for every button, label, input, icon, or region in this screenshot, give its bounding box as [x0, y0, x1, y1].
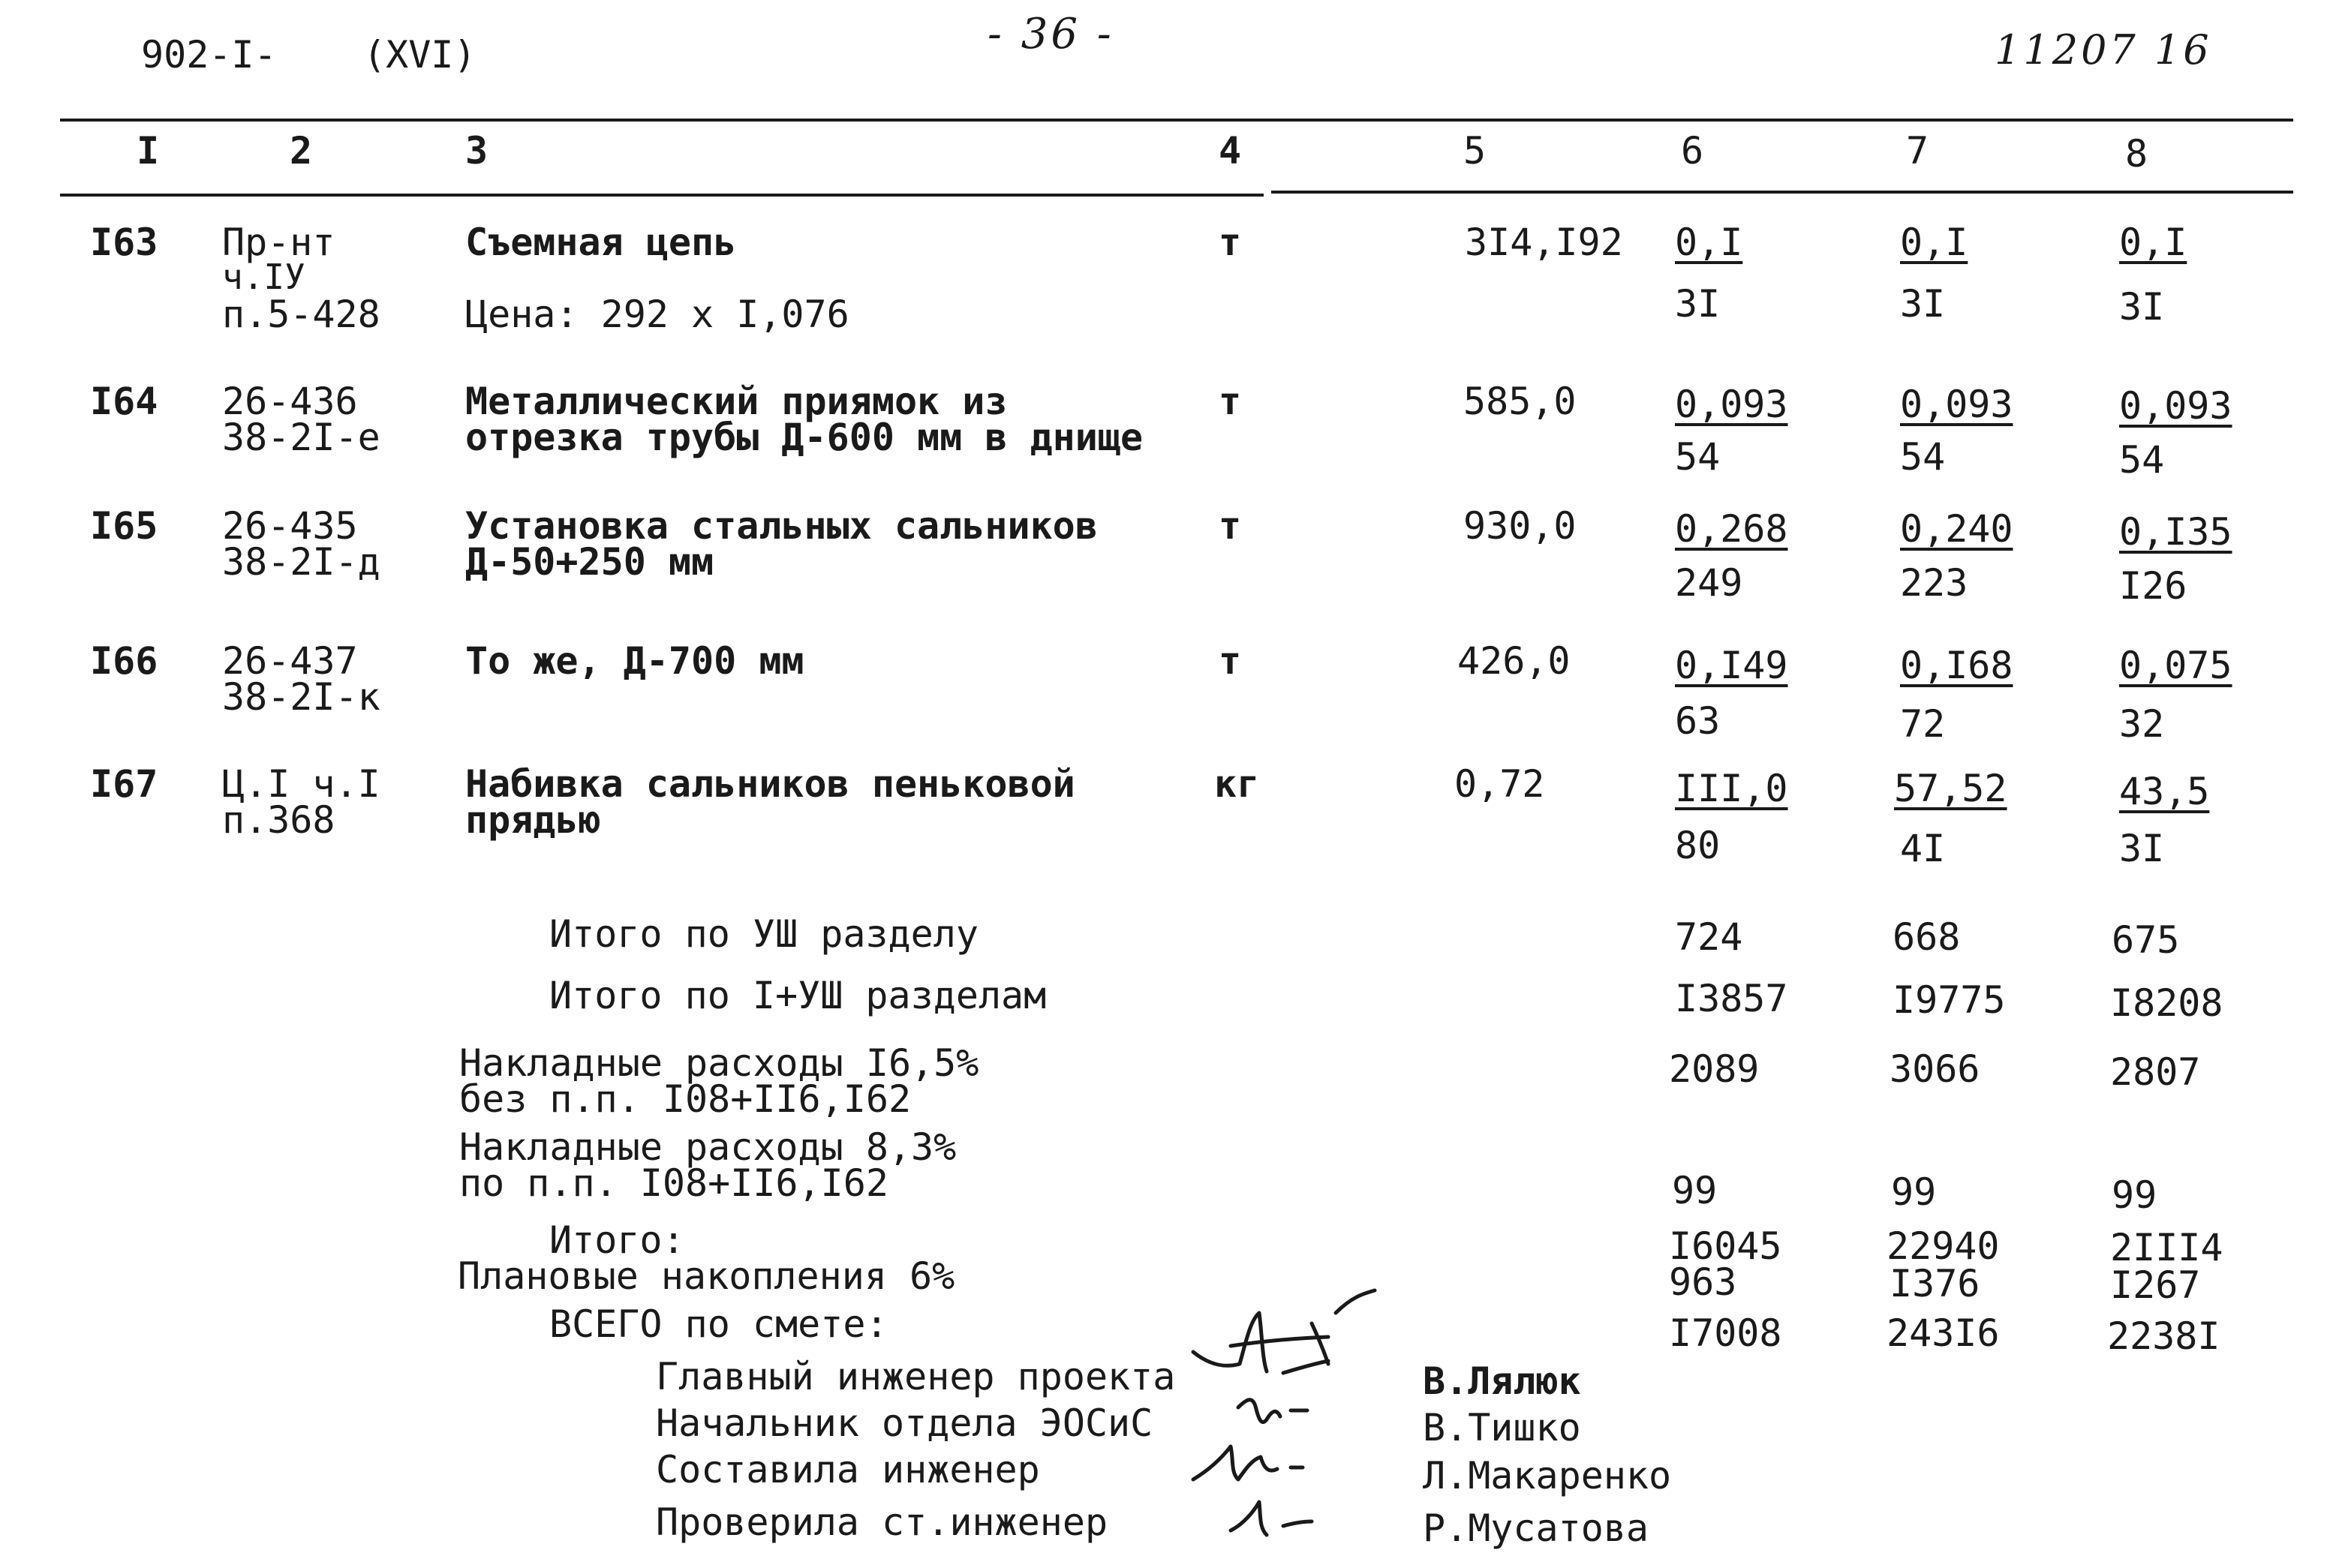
row-unit: т: [1219, 221, 1242, 264]
row-unit: т: [1219, 639, 1242, 683]
row-name: То же, Д-700 мм: [465, 639, 804, 683]
total-value-7: 668: [1893, 915, 1961, 959]
row-norm-8: 0,I35: [2119, 510, 2232, 554]
row-norm-8: 43,5: [2119, 770, 2210, 813]
total-label: Итого по УШ разделу: [549, 912, 979, 956]
total-value-7: 243I6: [1887, 1311, 2000, 1355]
row-cost-8: 54: [2119, 438, 2165, 482]
total-value-8: 2III4: [2110, 1226, 2223, 1269]
row-norm-6: 0,093: [1675, 383, 1788, 426]
total-label: Итого:: [549, 1218, 685, 1262]
row-name: Цена: 292 х I,076: [465, 293, 849, 336]
column-header-6: 6: [1681, 129, 1704, 173]
row-cost-8: 32: [2119, 702, 2165, 746]
total-label: по п.п. I08+II6,I62: [459, 1161, 888, 1205]
signature-name: В.Тишко: [1423, 1406, 1581, 1449]
row-cost-8: 3I: [2119, 285, 2165, 329]
row-cost-6: 63: [1675, 699, 1721, 743]
row-name: Съемная цепь: [465, 221, 737, 264]
row-name: прядью: [465, 798, 601, 842]
row-norm-6: III,0: [1675, 767, 1788, 810]
column-header-5: 5: [1463, 129, 1487, 173]
table-header-rule-right: [1271, 191, 2293, 194]
row-norm-6: 0,268: [1675, 507, 1788, 551]
total-value-6: 99: [1672, 1169, 1718, 1212]
total-value-7: 22940: [1887, 1224, 2000, 1268]
row-price: 3I4,I92: [1465, 221, 1623, 264]
signature-name: Л.Макаренко: [1423, 1454, 1672, 1497]
row-norm-7: 0,093: [1900, 383, 2013, 426]
row-code: 38-2I-е: [222, 416, 380, 459]
signature-role: Главный инженер проекта: [656, 1355, 1176, 1398]
total-label: без п.п. I08+II6,I62: [459, 1077, 912, 1121]
row-norm-7: 0,240: [1900, 507, 2013, 551]
row-norm-8: 0,093: [2119, 384, 2232, 428]
row-name: Д-50+250 мм: [465, 540, 714, 584]
row-name: Металлический приямок из: [465, 380, 1008, 423]
row-norm-8: 0,I: [2119, 221, 2187, 264]
total-value-6: I6045: [1669, 1224, 1782, 1268]
row-cost-7: 3I: [1900, 282, 1946, 326]
column-header-1: I: [137, 129, 160, 173]
row-number: I67: [90, 762, 158, 806]
signature-role: Проверила ст.инженер: [656, 1500, 1108, 1544]
row-code: Ц.I ч.I: [222, 762, 380, 806]
total-value-6: 724: [1675, 915, 1743, 959]
row-code: 26-435: [222, 504, 358, 548]
column-header-7: 7: [1906, 129, 1929, 173]
row-cost-6: 3I: [1675, 282, 1721, 326]
total-value-7: 3066: [1890, 1047, 1980, 1091]
table-top-rule: [60, 119, 2293, 122]
row-name: отрезка трубы Д-600 мм в днище: [465, 416, 1144, 459]
row-price: 0,72: [1454, 762, 1545, 806]
row-code: 26-436: [222, 380, 358, 423]
row-code: 38-2I-д: [222, 540, 380, 584]
row-norm-8: 0,075: [2119, 644, 2232, 687]
row-norm-6: 0,I49: [1675, 644, 1788, 687]
row-number: I65: [90, 504, 158, 548]
row-norm-7: 57,52: [1894, 767, 2007, 810]
total-value-8: 2238I: [2107, 1314, 2220, 1358]
row-name: Установка стальных сальников: [465, 504, 1098, 548]
handwritten-signatures: [1178, 1283, 1433, 1553]
row-code: ч.IУ: [222, 257, 305, 297]
row-code: п.5-428: [222, 293, 380, 336]
row-cost-7: 54: [1900, 435, 1946, 479]
row-price: 930,0: [1463, 504, 1577, 548]
total-value-6: I3857: [1675, 977, 1788, 1020]
row-code: Пр-нт: [222, 221, 335, 264]
row-cost-6: 80: [1675, 824, 1721, 867]
row-norm-6: 0,I: [1675, 221, 1743, 264]
row-code: п.368: [222, 798, 335, 842]
row-cost-8: I26: [2119, 564, 2187, 608]
column-header-4: 4: [1219, 129, 1242, 173]
row-cost-6: 249: [1675, 561, 1743, 605]
row-number: I64: [90, 380, 158, 423]
column-header-2: 2: [290, 129, 313, 173]
total-value-7: 99: [1891, 1170, 1937, 1214]
total-label: Накладные расходы I6,5%: [459, 1041, 979, 1085]
page-number: - 36 -: [988, 10, 1114, 59]
row-cost-7: 72: [1900, 702, 1946, 746]
table-header-rule-left: [60, 194, 1264, 197]
document-code: 902-I-: [141, 33, 277, 77]
row-price: 426,0: [1457, 639, 1571, 683]
signature-name: Р.Мусатова: [1423, 1506, 1649, 1550]
total-value-8: I267: [2110, 1263, 2201, 1307]
row-cost-7: 4I: [1900, 827, 1946, 870]
row-name: Набивка сальников пеньковой: [465, 762, 1075, 806]
row-unit: т: [1219, 380, 1242, 423]
handwritten-number: 11207 16: [1995, 26, 2212, 74]
row-code: 38-2I-к: [222, 675, 380, 719]
column-header-3: 3: [465, 129, 489, 173]
row-cost-8: 3I: [2119, 827, 2165, 870]
row-number: I66: [90, 639, 158, 683]
row-unit: кг: [1214, 762, 1260, 806]
total-label: Накладные расходы 8,3%: [459, 1125, 957, 1169]
total-value-7: I9775: [1893, 978, 2006, 1022]
total-value-8: 2807: [2110, 1050, 2201, 1094]
total-value-6: 2089: [1669, 1047, 1760, 1091]
row-number: I63: [90, 221, 158, 264]
signature-role: Составила инженер: [656, 1448, 1040, 1491]
document-part: (XVI): [363, 33, 477, 77]
row-code: 26-437: [222, 639, 358, 683]
signature-name: В.Лялюк: [1423, 1359, 1581, 1403]
total-value-8: 675: [2112, 918, 2180, 962]
total-value-6: I7008: [1669, 1311, 1782, 1355]
row-norm-7: 0,I68: [1900, 644, 2013, 687]
total-value-7: I376: [1890, 1262, 1980, 1305]
signature-role: Начальник отдела ЭОСиС: [656, 1401, 1153, 1445]
row-price: 585,0: [1463, 380, 1577, 423]
total-label: ВСЕГО по смете:: [549, 1302, 888, 1346]
total-value-8: 99: [2112, 1173, 2157, 1217]
total-value-8: I8208: [2110, 981, 2223, 1025]
total-value-6: 963: [1669, 1260, 1737, 1304]
row-cost-6: 54: [1675, 435, 1721, 479]
row-norm-7: 0,I: [1900, 221, 1968, 264]
total-label: Плановые накопления 6%: [458, 1254, 955, 1298]
total-label: Итого по I+УШ разделам: [549, 974, 1047, 1017]
row-unit: т: [1219, 504, 1242, 548]
column-header-8: 8: [2125, 132, 2148, 176]
row-cost-7: 223: [1900, 561, 1968, 605]
